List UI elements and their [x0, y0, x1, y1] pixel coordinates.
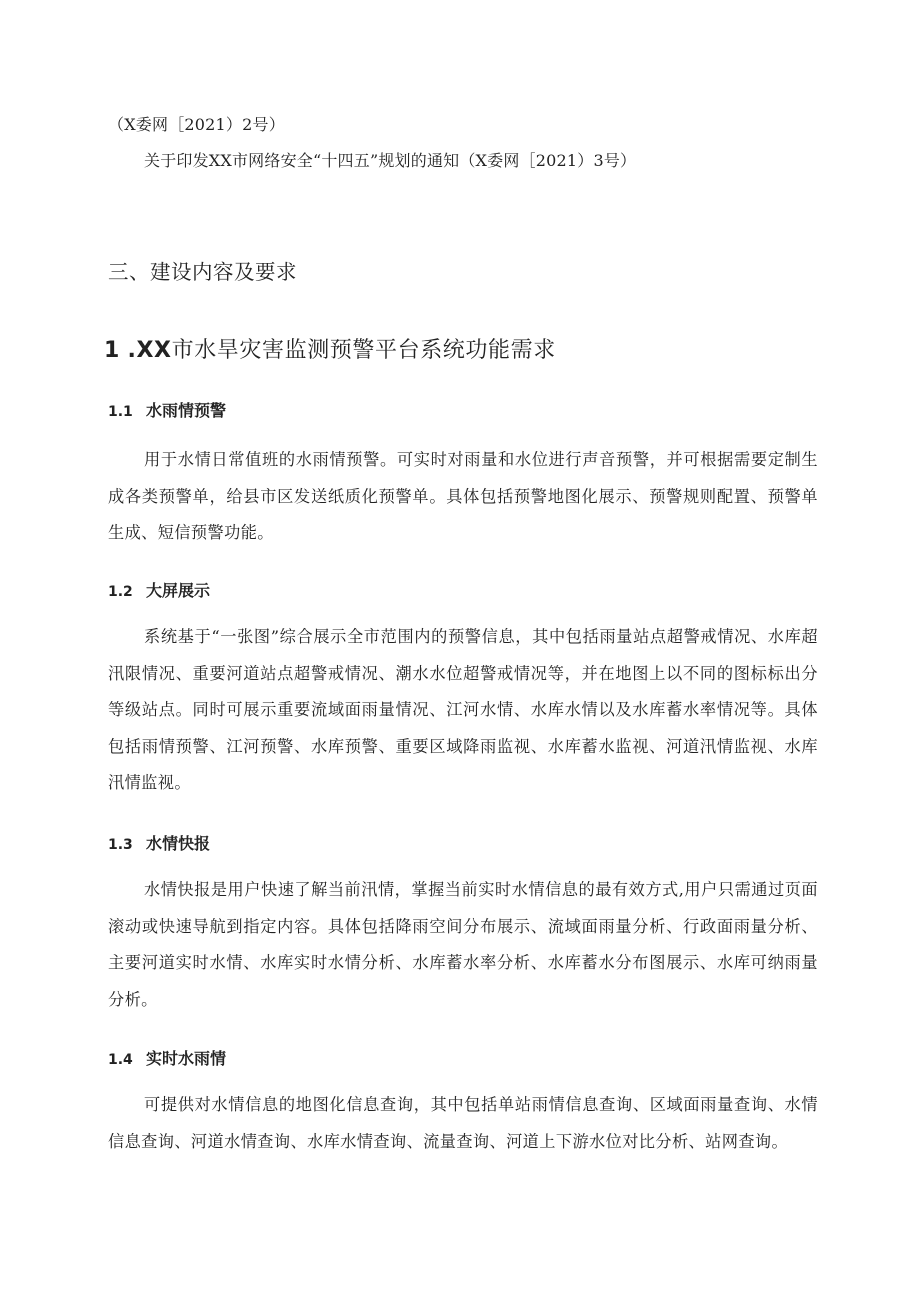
paragraph-1-1: 用于水情日常值班的水雨情预警。可实时对雨量和水位进行声音预警，并可根据需要定制生成各类预警单，给县市区发送纸质化预警单。具体包括预警地图化展示、预警规则配置、预警单生成、短信预警功能。 — [108, 450, 818, 542]
subheading-title: 水雨情预警 — [146, 401, 227, 420]
reference-line-1: （X委网［2021）2号） — [108, 115, 285, 134]
subheading-number: 1.2 — [108, 584, 133, 600]
reference-line-2: 关于印发XX市网络安全“十四五”规划的通知（X委网［2021）3号） — [144, 151, 637, 170]
heading-1-text: 市水旱灾害监测预警平台系统功能需求 — [171, 338, 556, 363]
heading-1-prefix: .XX — [127, 338, 172, 363]
subheading-1-4 — [108, 1046, 226, 1069]
paragraph-1-3: 水情快报是用户快速了解当前汛情，掌握当前实时水情信息的最有效方式,用户只需通过页面滚动或快速导航到指定内容。具体包括降雨空间分布展示、流域面雨量分析、行政面雨量分析、主要河道实时水情、水库实时水情分析、水库蓄水率分析、水库蓄水分布图展示、水库可纳雨量分析。 — [108, 880, 818, 1009]
subheading-title: 水情快报 — [146, 834, 211, 853]
subheading-title: 实时水雨情 — [146, 1049, 227, 1068]
section-title: 三、建设内容及要求 — [108, 260, 297, 284]
subheading-number: 1.4 — [108, 1052, 133, 1068]
subheading-number: 1.3 — [108, 837, 133, 853]
heading-1-number: 1 — [104, 338, 120, 363]
subheading-1-3 — [108, 831, 210, 854]
subheading-number: 1.1 — [108, 404, 133, 420]
subheading-1-1 — [108, 398, 226, 421]
subheading-title: 大屏展示 — [146, 581, 211, 600]
subheading-1-2 — [108, 578, 210, 601]
paragraph-1-4: 可提供对水情信息的地图化信息查询，其中包括单站雨情信息查询、区域面雨量查询、水情信息查询、河道水情查询、水库水情查询、流量查询、河道上下游水位对比分析、站网查询。 — [108, 1095, 818, 1151]
heading-1 — [104, 333, 556, 364]
paragraph-1-2: 系统基于“一张图”综合展示全市范围内的预警信息，其中包括雨量站点超警戒情况、水库超汛限情况、重要河道站点超警戒情况、潮水水位超警戒情况等，并在地图上以不同的图标标出分等级站点。同时可展示重要流域面雨量情况、江河水情、水库水情以及水库蓄水率情况等。具体包括雨情预警、江河预警、水库预警、重要区域降雨监视、水库蓄水监视、河道汛情监视、水库汛情监视。 — [108, 627, 818, 792]
